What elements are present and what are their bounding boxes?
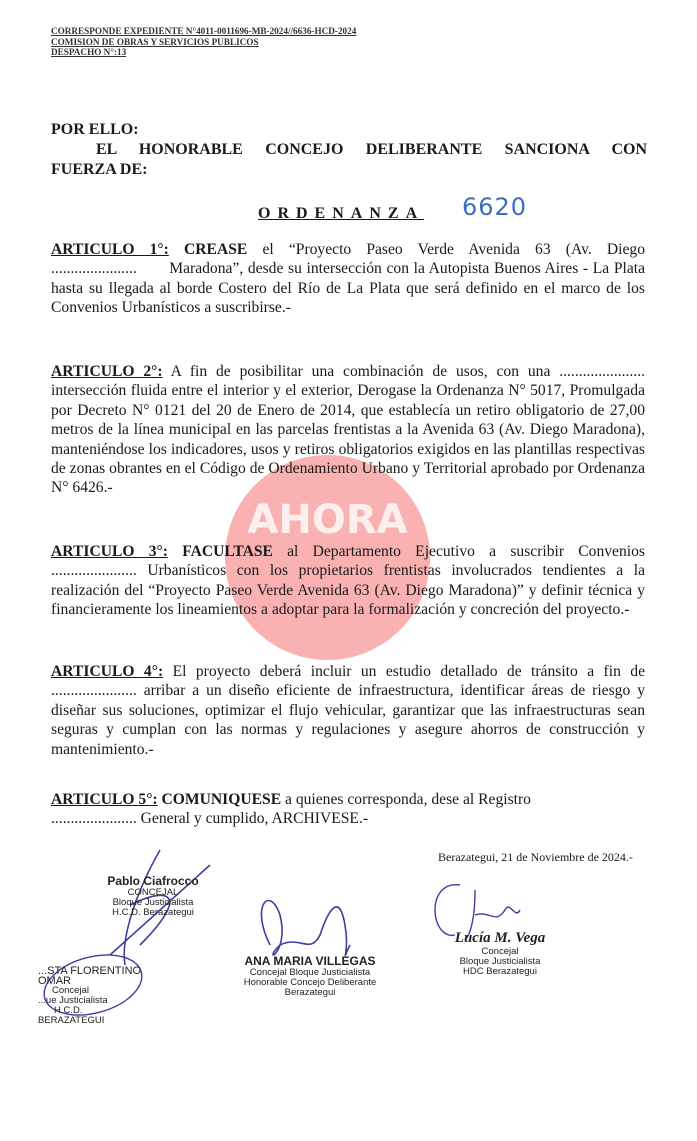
article-text: Maradona”, desde su intersección con la Autopista Buenos Aires - La Plata hasta su llegada al borde Costero del Río de La Plata que será definido en el marco de los Convenios Urbanísticos a suscribirse.- xyxy=(51,260,645,317)
article-5 xyxy=(51,790,645,829)
preamble-sanciona: EL HONORABLE CONCEJO DELIBERANTE SANCIONA CON xyxy=(96,141,647,158)
dot-leader: ...................... xyxy=(51,562,137,580)
article-4 xyxy=(51,662,645,759)
signer-bloc: Bloque Justicialista xyxy=(459,956,541,967)
signer-name: Lucía M. Vega xyxy=(454,930,546,946)
article-text: Urbanísticos con los propietarios frentistas involucrados tendientes a la realización del “Proyecto Paseo Verde Avenida 63 (Av. Diego Maradona)” y definir técnica y financieramente los lineamientos a adoptar para la formalización y concreción del proyecto.- xyxy=(51,562,645,619)
signer-body: HDC Berazategui xyxy=(463,966,537,977)
watermark-text: AHORA xyxy=(247,497,408,543)
dot-leader: ...................... xyxy=(559,363,645,380)
article-text: El proyecto deberá incluir un estudio detallado de tránsito a fin de xyxy=(172,663,646,680)
signature-block-ciafrocco xyxy=(88,875,218,918)
despacho-line: DESPACHO N°:13 xyxy=(51,47,127,57)
ordenanza-title: ORDENANZA xyxy=(258,205,425,222)
comision-line: COMISION DE OBRAS Y SERVICIOS PUBLICOS xyxy=(51,36,259,47)
signer-city: BERAZATEGUI xyxy=(38,1015,105,1026)
date-line: Berazategui, 21 de Noviembre de 2024.- xyxy=(438,850,633,864)
article-lead: COMUNIQUESE xyxy=(161,791,282,808)
article-text: General y cumplido, ARCHIVESE.- xyxy=(140,810,369,828)
signer-bloc: ...ue Justicialista xyxy=(38,995,108,1006)
signer-role: CONCEJAL xyxy=(127,887,179,898)
dot-leader: ...................... xyxy=(51,810,137,828)
article-text: al Departamento Ejecutivo a suscribir Convenios xyxy=(287,543,645,560)
signer-role: Concejal Bloque Justicialista xyxy=(249,967,371,978)
dot-leader: ...................... xyxy=(51,260,137,278)
article-text: A fin de posibilitar una combinación de usos, con una xyxy=(170,363,551,380)
signer-city: Berazategui xyxy=(284,987,336,998)
article-label: ARTICULO 4°: xyxy=(51,663,164,680)
article-lead: FACULTASE xyxy=(182,543,273,560)
article-3 xyxy=(51,542,645,620)
ordenanza-number-handwritten: 6620 xyxy=(462,193,528,221)
preamble xyxy=(51,120,647,180)
signer-body: Honorable Concejo Deliberante xyxy=(243,977,377,988)
article-lead: CREASE xyxy=(184,241,248,258)
signature-block-villegas xyxy=(225,955,395,998)
article-label: ARTICULO 2°: xyxy=(51,363,163,380)
file-header xyxy=(51,26,356,58)
preamble-intro: POR ELLO: xyxy=(51,121,139,138)
dot-leader: ...................... xyxy=(51,682,137,700)
article-text: intersección fluida entre el interior y el exterior, Derogase la Ordenanza N° 5017, Promulgada por Decreto N° 0121 del 20 de Enero de 2014, que establecía un retiro obligatorio de 27,00 metros de la línea municipal en las parcelas frentistas a la Avenida 63 (Av. Diego Maradona), manteniéndose los indicadores, usos y retiros obligatorios exigidos en las plantillas respectivas de zonas obrantes en el Código de Ordenamiento Urbano y Territorial aprobado por Ordenanza N° 6426.- xyxy=(51,382,645,497)
article-label: ARTICULO 5°: xyxy=(51,791,158,808)
article-label: ARTICULO 3°: xyxy=(51,543,168,560)
article-1 xyxy=(51,240,645,318)
signer-bloc: Bloque Justicialista xyxy=(112,897,194,908)
signature-block-florentino xyxy=(38,966,148,1026)
signer-body: H.C.D. Berazategui xyxy=(112,907,194,918)
article-label: ARTICULO 1°: xyxy=(51,241,169,258)
article-text: arribar a un diseño eficiente de infraestructura, identificar áreas de riesgo y diseñar sus soluciones, optimizar el flujo vehicular, garantizar que las infraestructuras sean seguras y cumplan con las normas y regulaciones y asegure ahorros de construcción y mantenimiento.- xyxy=(51,682,645,758)
signer-body: H.C.D. xyxy=(54,1005,83,1016)
signer-role: Concejal xyxy=(52,985,89,996)
preamble-fuerza: FUERZA DE: xyxy=(51,161,148,178)
signature-block-vega xyxy=(440,930,560,977)
signer-name: ANA MARIA VILLEGAS xyxy=(244,954,376,968)
signer-role: Concejal xyxy=(481,946,519,957)
article-text: el “Proyecto Paseo Verde Avenida 63 (Av. Diego xyxy=(262,241,646,258)
expediente-line: CORRESPONDE EXPEDIENTE N°4011-0011696-MB-2024//6636-HCD-2024 xyxy=(51,26,357,36)
article-2 xyxy=(51,362,645,498)
article-text: a quienes corresponda, dese al Registro xyxy=(285,791,531,808)
signer-name: Pablo Ciafrocco xyxy=(107,874,199,888)
signer-name: ...STA FLORENTINO OMAR xyxy=(38,965,142,987)
